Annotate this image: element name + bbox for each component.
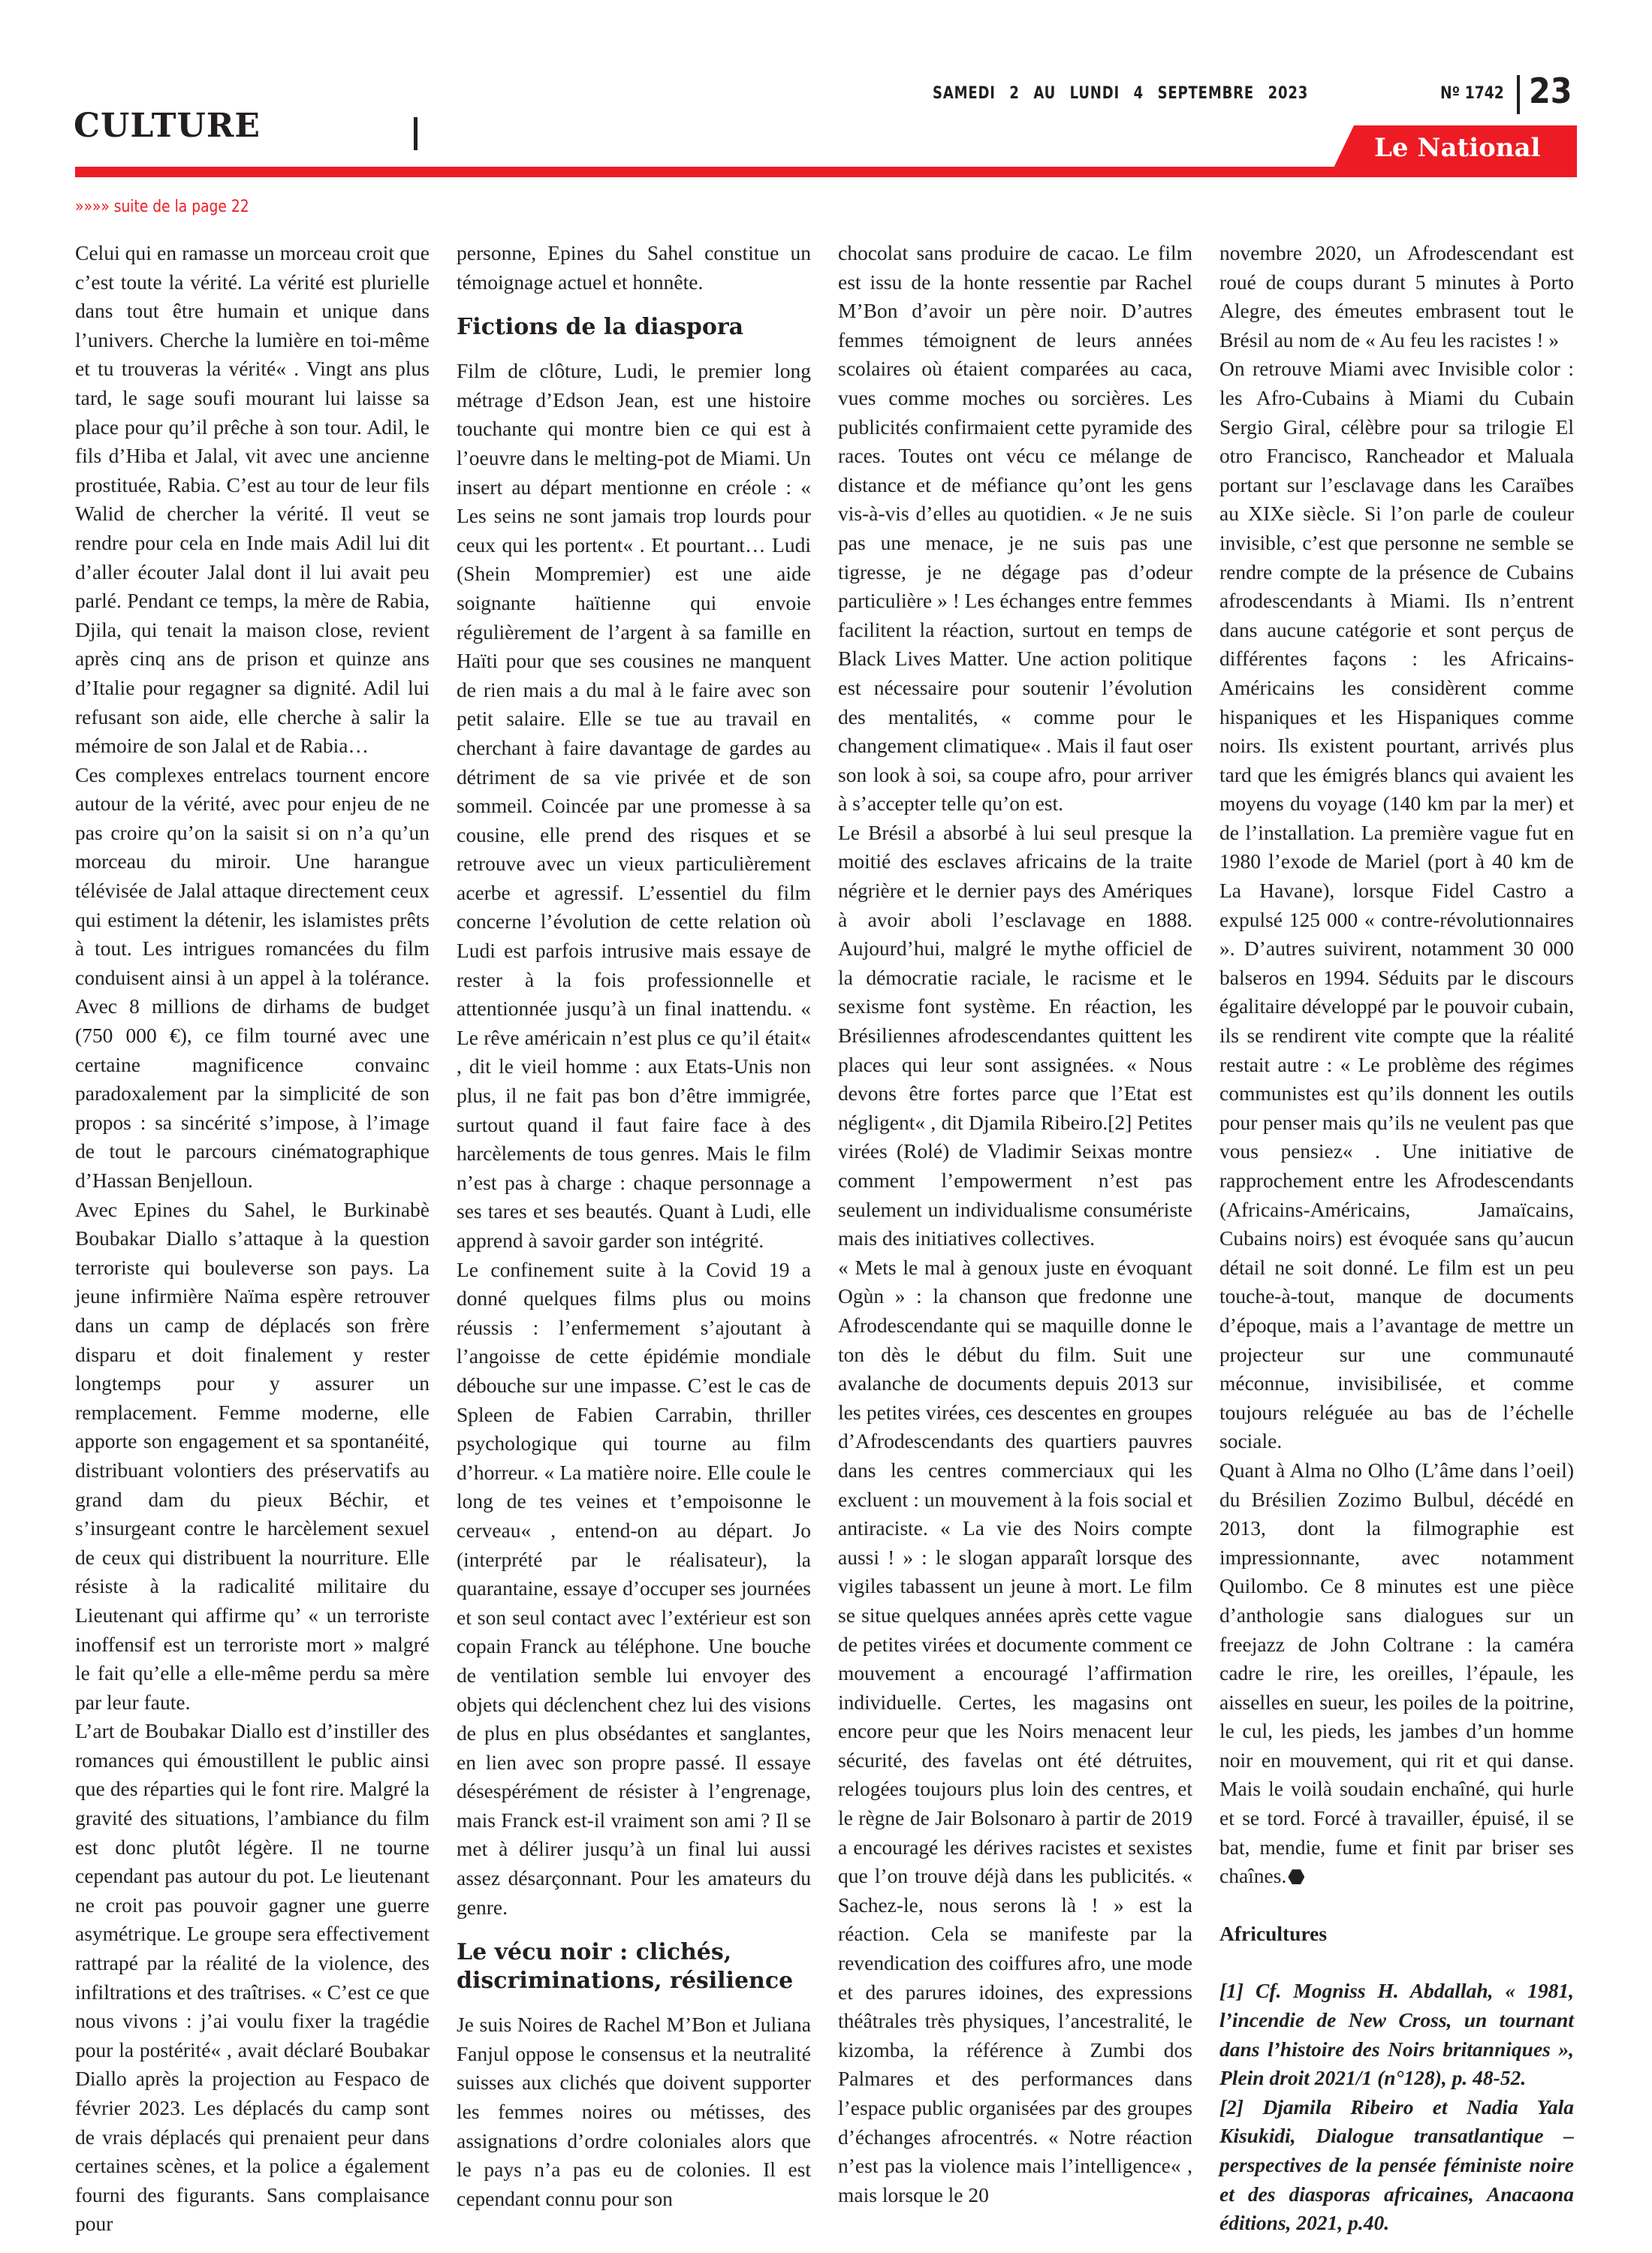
paragraph: Ces complexes entrelacs tournent encore autour de la vérité, avec pour enjeu de ne pas croire qu’on la saisit si on n’a qu’un morceau du miroir. Une harangue télévisée de Jalal attaque directement ceux qui estiment la détenir, les islamistes prêts à tout. Les intrigues romancées du film conduisent ainsi à un appel à la tolérance. Avec 8 millions de dirhams de budget (750 000 €), ce film tourné avec une certaine magnificence convainc paradoxalement par la simplicité de son propos : sa sincérité s’impose, à l’image de tout le parcours cinématographique d’Hassan Benjelloun.	[75, 762, 430, 1192]
paragraph-text: Quant à Alma no Olho (L’âme dans l’oeil) du Brésilien Zozimo Bulbul, décédé en 2013, dont la filmographie est impressionnante, avec notamment Quilombo. Ce 8 minutes est une pièce d’anthologie sans dialogues sur un freejazz de John Coltrane : la caméra cadre le rire, les oreilles, l’épaule, les aisselles en sueur, les poiles de la poitrine, le cul, les pieds, les jambes d’un homme noir en mouvement, qui rit et qui danse. Mais le voilà soudain enchaîné, qui hurle et se tord. Forcé à travailler, épuisé, il se bat, mendie, fume et finit par briser ses chaînes.	[1219, 1458, 1574, 1888]
paragraph: Je suis Noires de Rachel M’Bon et Juliana Fanjul oppose le consensus et la neutralité suisses aux clichés que doivent supporter les femmes noires ou métisses, des assignations d’ordre coloniales alors que le pays n’a pas eu de colonies. Il est cependant connu pour son	[457, 2013, 811, 2210]
footnote-1: [1] Cf. Mogniss H. Abdallah, « 1981, l’incendie de New Cross, un tournant dans l’histoire des Noirs britanniques », Plein droit 2021/1 (n°128), p. 48-52.	[1219, 1979, 1574, 2090]
spacer	[1219, 1948, 1574, 1977]
paragraph: Film de clôture, Ludi, le premier long métrage d’Edson Jean, est une histoire touchante qui montre bien ce qui est à l’oeuvre dans le melting-pot de Miami. Un insert au départ mentionne en créole : « Les seins ne sont jamais trop lourds pour ceux qui les portent« . Et pourtant… Ludi (Shein Mompremier) est une aide soignante haïtienne qui envoie régulièrement de l’argent à sa famille en Haïti pour que ses cousines ne manquent de rien mais a du mal à le faire avec son petit salaire. Elle se tue au travail en cherchant à faire davantage de gardes au détriment de sa vie privée et de son sommeil. Coincée par une promesse à sa cousine, elle prend des risques et se retrouve avec un vieux particulièrement acerbe et agressif. L’essentiel du film concerne l’évolution de cette relation où Ludi est parfois intrusive mais essaye de rester à la fois professionnelle et attentionnée jusqu’à un final inattendu. « Le rêve américain n’est plus ce qu’il était« , dit le vieil homme : aux Etats-Unis non plus, il ne fait pas bon d’être immigrée, surtout quand il faut faire face à des harcèlements de tous genres. Mais le film n’est pas à charge : chaque personnage a ses tares et ses beautés. Quant à Ludi, elle apprend à savoir garder son intégrité.	[457, 359, 811, 1252]
issue-number: Nº 1742	[1440, 84, 1504, 103]
paragraph: chocolat sans produire de cacao. Le film est issu de la honte ressentie par Rachel M’Bon d’avoir un père noir. D’autres femmes témoignent de leurs années scolaires où étaient comparées au caca, vues comme moches ou sorcières. Les publicités confirmaient cette pyramide des races. Toutes ont vécu ce mélange de distance et de méfiance qu’ont les gens vis-à-vis d’elles au quotidien. « Je ne suis pas une menace, je ne suis pas une tigresse, je ne dégage pas d’odeur particulière » ! Les échanges entre femmes facilitent la réaction, surtout en temps de Black Lives Matter. Une action politique est nécessaire pour soutenir l’évolution des mentalités, « comme pour le changement climatique« . Mais il faut oser son look à soi, sa coupe afro, pour arriver à s’accepter telle qu’on est.	[838, 241, 1192, 816]
paragraph: personne, Epines du Sahel constitue un témoignage actuel et honnête.	[457, 241, 811, 294]
footnote-2: [2] Djamila Ribeiro et Nadia Yala Kisukidi, Dialogue transatlantique – perspectives de la pensée féministe noire et des diasporas africaines, Anacaona éditions, 2021, p.40.	[1219, 2095, 1574, 2235]
page-number-divider	[1517, 75, 1520, 114]
issue-date: SAMEDI 2 AU LUNDI 4 SEPTEMBRE 2023	[933, 84, 1309, 103]
page-number: 23	[1529, 71, 1572, 111]
subheading-vecu-noir: Le vécu noir : clichés, discriminations, résilience	[457, 1939, 794, 1995]
article-column-1	[75, 239, 430, 2239]
paragraph: Avec Epines du Sahel, le Burkinabè Boubakar Diallo s’attaque à la question terroriste qui bouleverse son pays. La jeune infirmière Naïma espère retrouver dans un camp de déplacés son frère disparu et doit finalement y rester longtemps pour y assurer un remplacement. Femme moderne, elle apporte son engagement et sa spontanéité, distribuant volontiers des préservatifs au grand dam du pieux Béchir, et s’insurgeant contre le harcèlement sexuel de ceux qui distribuent la nourriture. Elle résiste à la radicalité militaire du Lieutenant qui affirme qu’ « un terroriste inoffensif est un terroriste mort » malgré le fait qu’elle a elle-même perdu sa mère par leur faute.	[75, 1197, 430, 1714]
newspaper-logo: Le National	[1374, 133, 1541, 163]
paragraph: novembre 2020, un Afrodescendant est roué de coups durant 5 minutes à Porto Alegre, des émeutes embrasent tout le Brésil au nom de « Au feu les racistes ! »	[1219, 241, 1574, 351]
continued-from-link[interactable]: »»»» suite de la page 22	[75, 198, 249, 216]
paragraph: Le confinement suite à la Covid 19 a donné quelques films plus ou moins réussis : l’enfermement s’ajoutant à l’angoisse de cette épidémie mondiale débouche sur une impasse. C’est le cas de Spleen de Fabien Carrabin, thriller psychologique qui tourne au film d’horreur. « La matière noire. Elle coule le long de tes veines et t’empoisonne le cerveau« , entend-on au départ. Jo (interprété par le réalisateur), la quarantaine, essaye d’occuper ses journées et son seul contact avec l’extérieur est son copain Franck au téléphone. Une bouche de ventilation semble lui envoyer des objets qui déclenchent chez lui des visions de plus en plus obsédantes et sanglantes, en lien avec son propre passé. Il essaye désespérément de résister à l’engrenage, mais Franck est-il vraiment son ami ? Il se met à délirer jusqu’à un final lui aussi assez désarçonnant. Pour les amateurs du genre.	[457, 1257, 811, 1919]
paragraph: L’art de Boubakar Diallo est d’instiller des romances qui émoustillent le public ainsi que des réparties qui le font rire. Malgré la gravité des situations, l’ambiance du film est donc plutôt légère. Il ne tourne cependant pas autour du pot. Le lieutenant ne croit pas pouvoir gagner une guerre asymétrique. Le groupe sera effectivement rattrapé par la réalité de la violence, des infiltrations et des traîtrises. « C’est ce que nous vivons : j’ai voulu fixer la tragédie pour la postérité« , avait déclaré Boubakar Diallo après la projection au Fespaco de février 2023. Les déplacés du camp sont de vrais déplacés qui prenaient peur dans certaines scènes, et la police a également fourni des figurants. Sans complaisance pour	[75, 1719, 430, 2236]
article-column-4	[1219, 239, 1574, 2238]
article-column-3	[838, 239, 1192, 2209]
paragraph: Celui qui en ramasse un morceau croit que c’est toute la vérité. La vérité est plurielle dans tout être humain et unique dans l’univers. Cherche la lumière en toi-même et tu trouveras la vérité« . Vingt ans plus tard, le sage soufi mourant lui laisse sa place pour qu’il prêche à son tour. Adil, le fils d’Hiba et Jalal, vit avec une ancienne prostituée, Rabia. C’est au tour de leur fils Walid de chercher la vérité. Il veut se rendre pour cela en Inde mais Adil lui dit d’aller écouter Jalal dont il lui avait peu parlé. Pendant ce temps, la mère de Rabia, Djila, qui tenait la maison close, revient après cinq ans de prison et quinze ans d’Italie pour regagner sa dignité. Adil lui refusant son aide, elle cherche à salir la mémoire de son Jalal et de Rabia…	[75, 241, 430, 758]
article-source: Africultures	[1219, 1921, 1328, 1945]
hexagon-end-icon	[1288, 1869, 1304, 1884]
article-column-2	[457, 239, 811, 2213]
section-divider	[414, 117, 418, 150]
paragraph: Le Brésil a absorbé à lui seul presque la moitié des esclaves africains de la traite négrière et le dernier pays des Amériques à avoir aboli l’esclavage en 1888. Aujourd’hui, malgré le mythe officiel de la démocratie raciale, le racisme et le sexisme font système. En réaction, les Brésiliennes afrodescendantes quittent les places qui leur sont assignées. « Nous devons être fortes parce que l’Etat est négligent« , dit Djamila Ribeiro.[2] Petites virées (Rolé) de Vladimir Seixas montre comment l’empowerment n’est pas seulement un individualisme consumériste mais des initiatives collectives.	[838, 820, 1192, 1250]
paragraph: « Mets le mal à genoux juste en évoquant Ogùn » : la chanson que fredonne une Afrodescendante qui se maquille donne le ton dès le début du film. Suit une avalanche de documents depuis 2013 sur les petites virées, ces descentes en groupes d’Afrodescendants des quartiers pauvres dans les centres commerciaux qui les excluent : un mouvement à la fois social et antiraciste. « La vie des Noirs compte aussi ! » : le slogan apparaît lorsque des vigiles tabassent un jeune à mort. Le film se situe quelques années après cette vague de petites virées et documente comment ce mouvement a encouragé l’affirmation individuelle. Certes, les magasins ont encore peur que les Noirs menacent leur sécurité, des favelas ont été détruites, relogées toujours plus loin des centres, et le règne de Jair Bolsonaro à partir de 2019 a encouragé les dérives racistes et sexistes que l’on trouve déjà dans les publicités. « Sachez-le, nous serons là ! » est la réaction. Cela se manifeste par la revendication des coiffures afro, une mode et des parures idoines, des expressions théâtrales très physiques, l’ancestralité, le kizomba, la référence à Zumbi dos Palmares et des performances dans l’espace public organisées par des groupes d’échanges afrocentrés. « Notre réaction n’est pas la violence mais l’intelligence« , mais lorsque le 20	[838, 1255, 1192, 2206]
subheading-fictions-diaspora: Fictions de la diaspora	[457, 314, 744, 341]
section-title: CULTURE	[74, 107, 261, 145]
paragraph	[1219, 1456, 1574, 1891]
paragraph: On retrouve Miami avec Invisible color : les Afro-Cubains à Miami du Cubain Sergio Giral, célèbre pour sa trilogie El otro Francisco, Rancheador et Maluala portant sur l’esclavage dans les Caraïbes au XIXe siècle. Si l’on parle de couleur invisible, c’est que personne ne semble se rendre compte de la présence de Cubains afrodescendants à Miami. Ils n’entrent dans aucune catégorie et sont perçus de différentes façons : les Africains-Américains les considèrent comme hispaniques et les Hispaniques comme noirs. Ils existent pourtant, arrivés plus tard que les émigrés blancs qui avaient les moyens du voyage (140 km par la mer) et de l’installation. La première vague fut en 1980 l’exode de Mariel (port à 40 km de La Havane), lorsque Fidel Castro a expulsé 125 000 « contre-révolutionnaires ». D’autres suivirent, notamment 30 000 balseros en 1994. Séduits par le discours égalitaire développé par le pouvoir cubain, ils se rendirent vite compte que la réalité restait autre : « Le problème des régimes communistes est qu’ils donnent les outils pour penser mais qu’ils ne veulent pas que vous pensiez« . Une initiative de rapprochement entre les Afrodescendants (Africains-Américains, Jamaïcains, Cubains noirs) est évoquée sans qu’aucun détail ne soit donné. Le film est un peu touche-à-tout, manque de documents d’époque, mais a l’avantage de mettre un projecteur sur une communauté méconnue, invisibilisée, et comme toujours reléguée au bas de l’échelle sociale.	[1219, 357, 1574, 1453]
